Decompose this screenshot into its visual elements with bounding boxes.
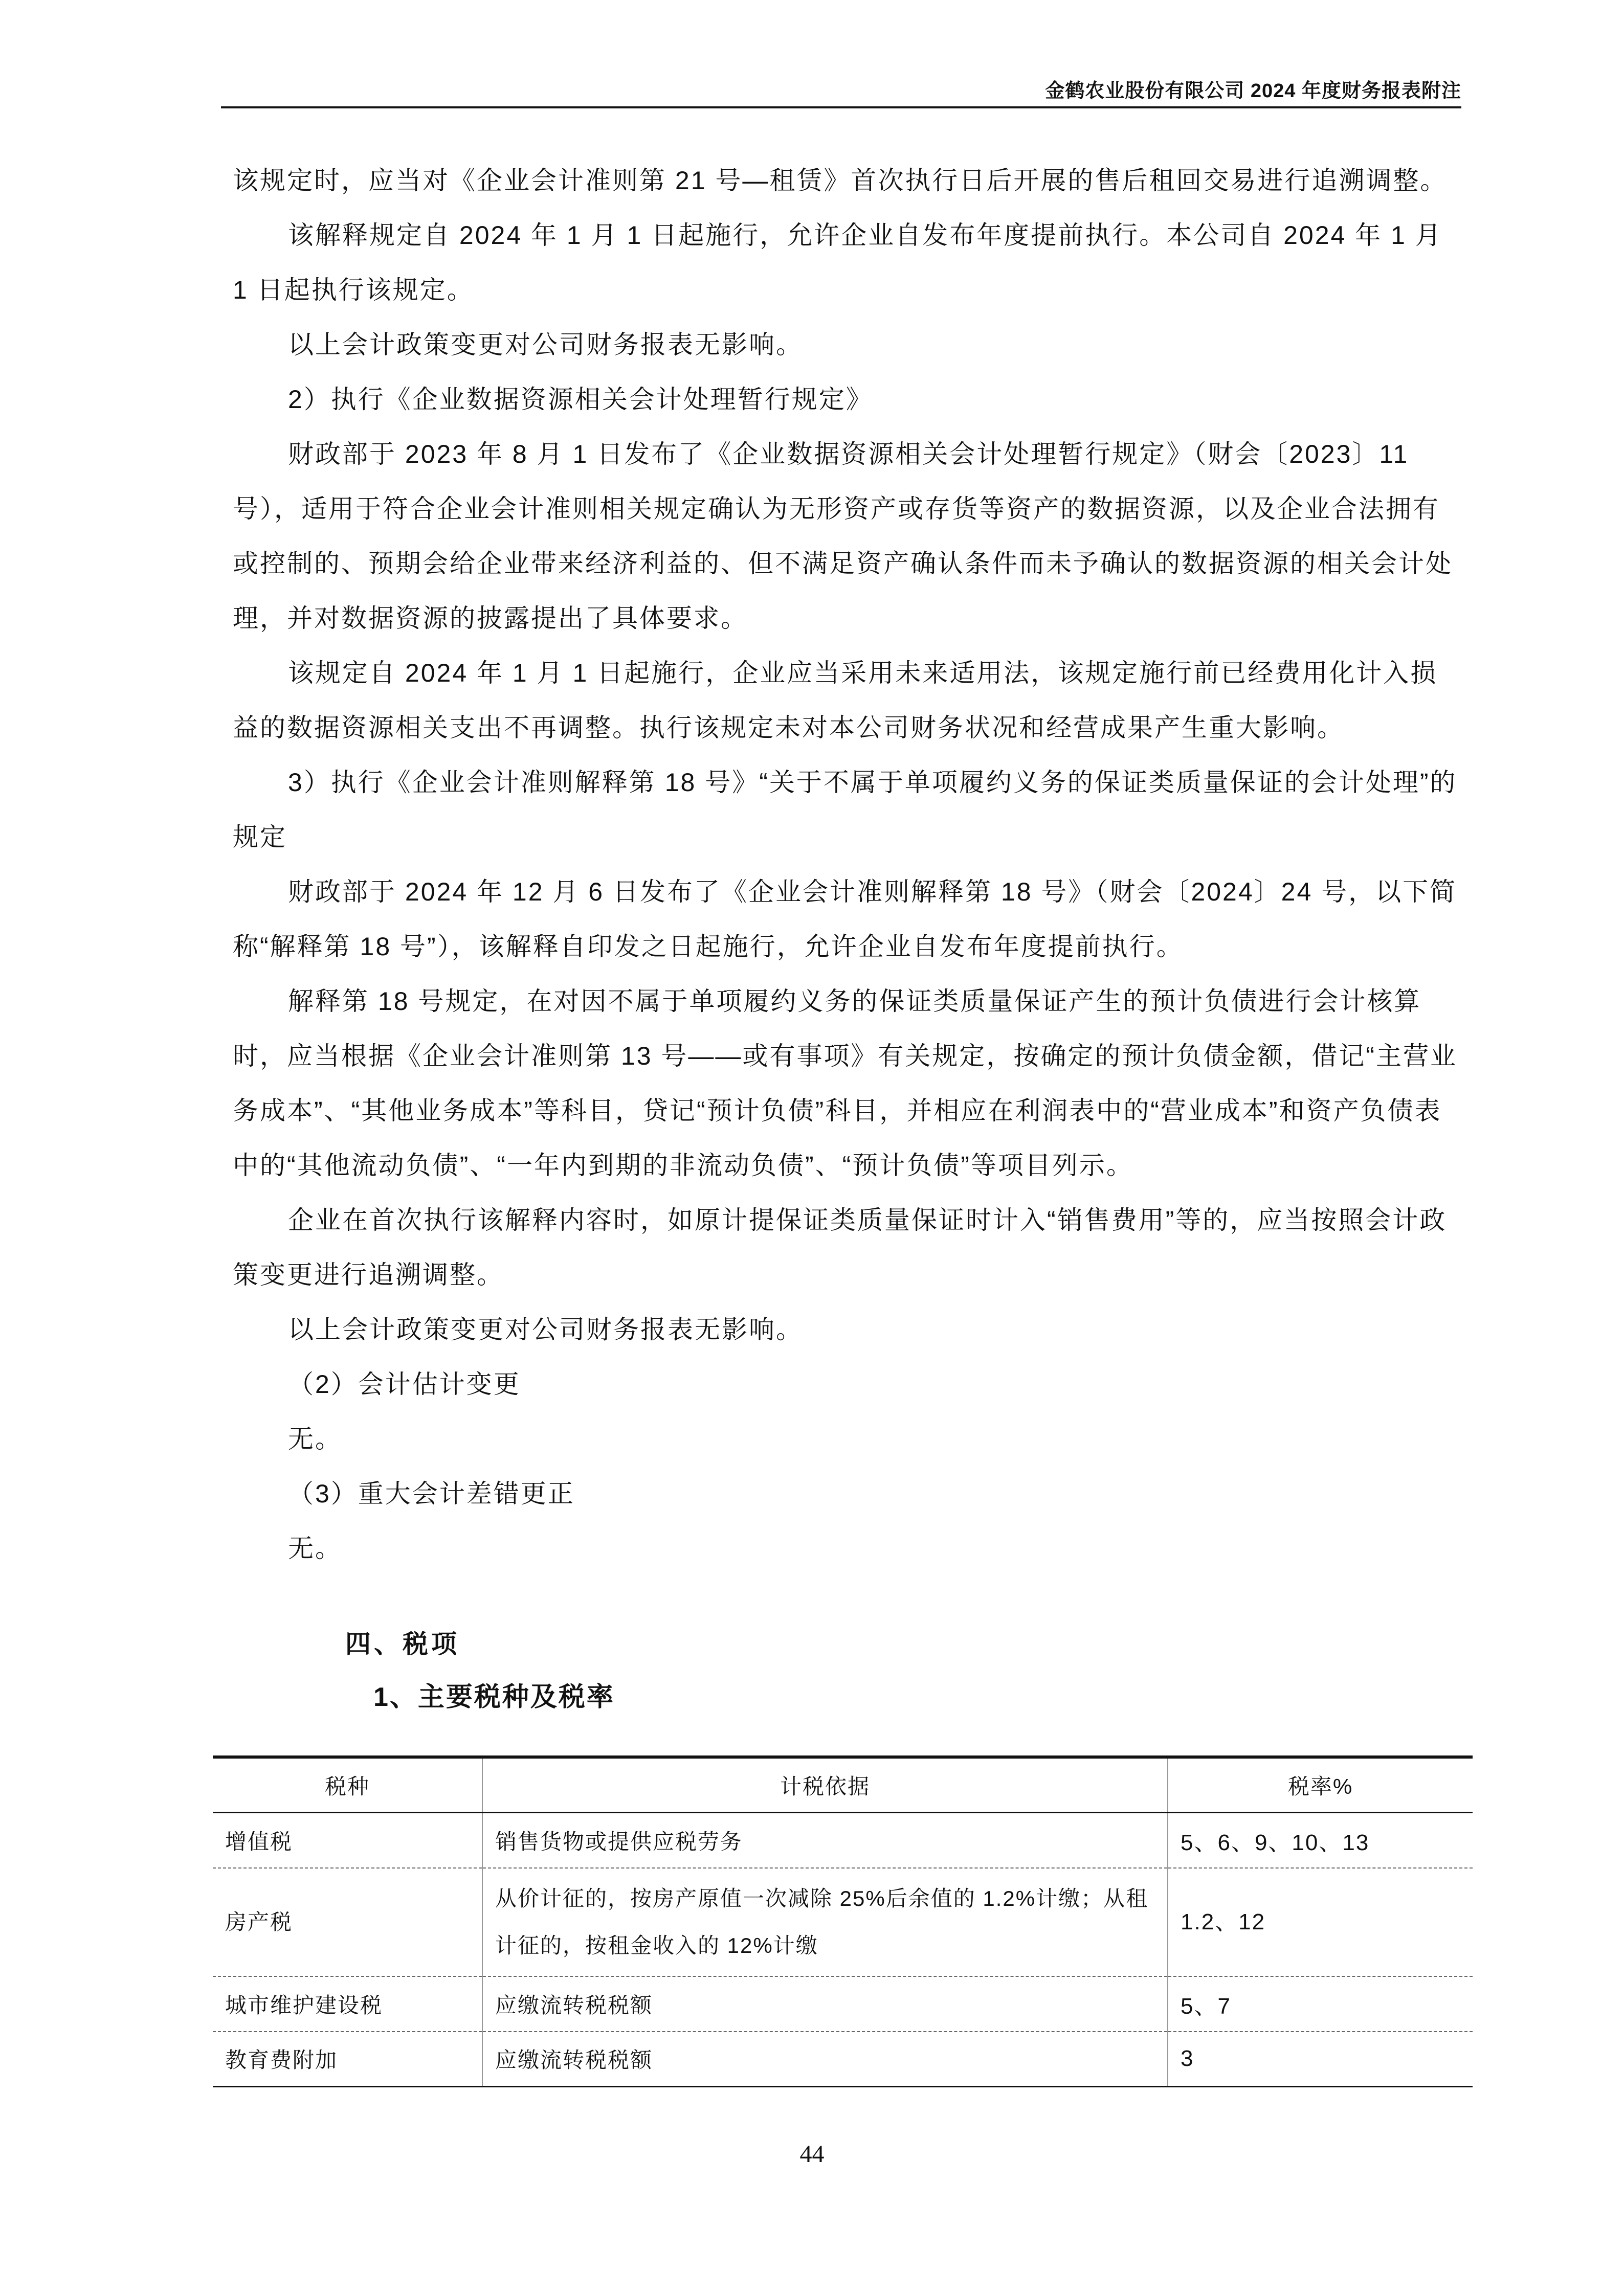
paragraph: 企业在首次执行该解释内容时，如原计提保证类质量保证时计入“销售费用”等的，应当按照会计政策变更进行追溯调整。 [233,1206,1447,1289]
page-number: 44 [799,2141,825,2168]
paragraph: 该规定时，应当对《企业会计准则第 21 号—租赁》首次执行日后开展的售后租回交易进行追溯调整。 [233,166,1448,195]
paragraph: 该解释规定自 2024 年 1 月 1 日起施行，允许企业自发布年度提前执行。本公司自 2024 年 1 月 1 日起执行该规定。 [233,221,1442,304]
table-cell: 销售货物或提供应税劳务 [482,1813,1168,1868]
column-header: 计税依据 [482,1757,1168,1813]
document-body [233,153,1460,1723]
section-subtitle: 1、主要税种及税率 [373,1682,615,1712]
table-cell: 教育费附加 [213,2032,482,2087]
table-header-row [213,1757,1473,1813]
table-cell: 应缴流转税税额 [482,2032,1168,2087]
tax-table [213,1755,1473,2087]
table-row [213,1868,1473,1976]
paragraph: 该规定自 2024 年 1 月 1 日起施行，企业应当采用未来适用法，该规定施行前已经费用化计入损益的数据资源相关支出不再调整。执行该规定未对本公司财务状况和经营成果产生重大影响。 [233,659,1438,742]
table-cell: 3 [1168,2032,1473,2087]
paragraph: 财政部于 2024 年 12 月 6 日发布了《企业会计准则解释第 18 号》（财会〔2024〕24 号，以下简称“解释第 18 号”），该解释自印发之日起施行，允许企业自发布年度提前执行。 [233,877,1457,961]
table-cell: 5、7 [1168,1976,1473,2032]
table-cell: 1.2、12 [1168,1868,1473,1976]
table-cell: 从价计征的，按房产原值一次减除 25%后余值的 1.2%计缴；从租计征的，按租金收入的 12%计缴 [482,1868,1168,1976]
header-rule [221,106,1461,108]
paragraph: 以上会计政策变更对公司财务报表无影响。 [288,1315,803,1344]
paragraph: 财政部于 2023 年 8 月 1 日发布了《企业数据资源相关会计处理暂行规定》（财会〔2023〕11 号），适用于符合企业会计准则相关规定确认为无形资产或存货等资产的数据资源，以及企业合法拥有或控制的、预期会给企业带来经济利益的、但不满足资产确认条件而未予确认的数据资源的相关会计处理，并对数据资源的披露提出了具体要求。 [233,440,1453,633]
page-header-title: 金鹤农业股份有限公司 2024 年度财务报表附注 [1045,80,1461,102]
table-row [213,1813,1473,1868]
table-cell: 房产税 [213,1868,482,1976]
column-header: 税种 [213,1757,482,1813]
table-cell: 5、6、9、10、13 [1168,1813,1473,1868]
subheading: 2）执行《企业数据资源相关会计处理暂行规定》 [288,385,873,414]
table-cell: 增值税 [213,1813,482,1868]
table-cell: 城市维护建设税 [213,1976,482,2032]
subheading: （2）会计估计变更 [288,1370,521,1399]
paragraph: 解释第 18 号规定，在对因不属于单项履约义务的保证类质量保证产生的预计负债进行会计核算时，应当根据《企业会计准则第 13 号——或有事项》有关规定，按确定的预计负债金额，借记“主营业务成本”、“其他业务成本”等科目，贷记“预计负债”科目，并相应在利润表中的“营业成本”和资产负债表中的“其他流动负债”、“一年内到期的非流动负债”、“预计负债”等项目列示。 [233,987,1458,1180]
subheading: （3）重大会计差错更正 [288,1479,575,1508]
paragraph: 无。 [288,1534,342,1563]
section-title: 四、税项 [345,1630,460,1658]
subheading: 3）执行《企业会计准则解释第 18 号》“关于不属于单项履约义务的保证类质量保证的会计处理”的规定 [233,768,1457,851]
table-row [213,2032,1473,2087]
column-header: 税率% [1168,1757,1473,1813]
paragraph: 以上会计政策变更对公司财务报表无影响。 [288,330,803,359]
table-row [213,1976,1473,2032]
table-cell: 应缴流转税税额 [482,1976,1168,2032]
paragraph: 无。 [288,1425,342,1453]
